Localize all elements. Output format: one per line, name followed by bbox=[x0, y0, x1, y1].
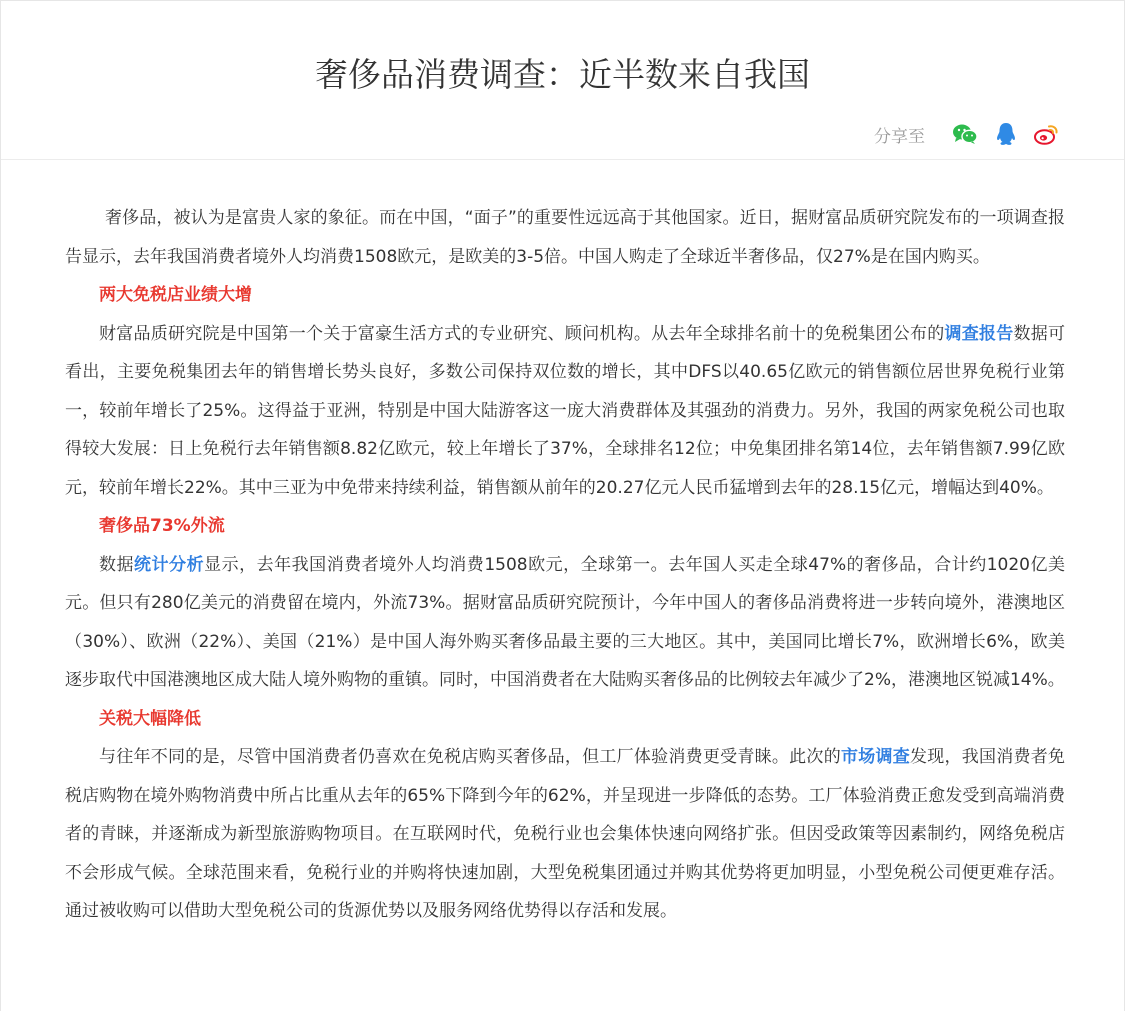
qq-icon[interactable] bbox=[991, 119, 1021, 149]
link-survey-report[interactable]: 调查报告 bbox=[944, 323, 1014, 344]
section-paragraph-tariff bbox=[65, 738, 1065, 931]
paragraph-text: 发现，我国消费者免税店购物在境外购物消费中所占比重从去年的65%下降到今年的62%，并呈现进一步降低的态势。工厂体验消费正愈发受到高端消费者的青睐，并逐渐成为新型旅游购物项目。在互联网时代，免税行业也会集体快速向网络扩张。但因受政策等因素制约，网络免税店不会形成气候。全球范围来看，免税行业的并购将快速加剧，大型免税集团通过并购其优势将更加明显，小型免税公司便更难存活。通过被收购可以借助大型免税公司的货源优势以及服务网络优势得以存活和发展。 bbox=[65, 747, 1066, 921]
weibo-icon[interactable] bbox=[1032, 119, 1062, 149]
wechat-icon[interactable] bbox=[950, 119, 980, 149]
section-paragraph-outflow bbox=[65, 546, 1065, 700]
share-label: 分享至 bbox=[874, 126, 925, 147]
share-bar bbox=[874, 119, 1062, 149]
section-heading-duty-free: 两大免税店业绩大增 bbox=[99, 285, 252, 305]
article-body bbox=[65, 199, 1065, 931]
link-market-survey[interactable]: 市场调查 bbox=[840, 747, 910, 767]
section-heading-tariff: 关税大幅降低 bbox=[99, 708, 201, 729]
intro-paragraph: 奢侈品，被认为是富贵人家的象征。而在中国，“面子”的重要性远远高于其他国家。近日，据财富品质研究院发布的一项调查报告显示，去年我国消费者境外人均消费1508欧元，是欧美的3-5倍。中国人购走了全球近半奢侈品，仅27%是在国内购买。 bbox=[65, 208, 1065, 267]
article-header bbox=[1, 1, 1124, 160]
article-title: 奢侈品消费调查：近半数来自我国 bbox=[315, 55, 810, 94]
paragraph-text: 显示，去年我国消费者境外人均消费1508欧元，全球第一。去年国人买走全球47%的奢侈品，合计约1020亿美元。但只有280亿美元的消费留在境内，外流73%。据财富品质研究院预计，今年中国人的奢侈品消费将进一步转向境外，港澳地区（30%）、欧洲（22%）、美国（21%）是中国人海外购买奢侈品最主要的三大地区。其中，美国同比增长7%，欧洲增长6%，欧美逐步取代中国港澳地区成大陆人境外购物的重镇。同时，中国消费者在大陆购买奢侈品的比例较去年减少了2%，港澳地区锐减14%。 bbox=[65, 554, 1066, 690]
paragraph-text: 财富品质研究院是中国第一个关于富豪生活方式的专业研究、顾问机构。从去年全球排名前十的免税集团公布的 bbox=[99, 323, 945, 344]
paragraph-text: 数据可看出，主要免税集团去年的销售增长势头良好，多数公司保持双位数的增长，其中DFS以40.65亿欧元的销售额位居世界免税行业第一，较前年增长了25%。这得益于亚洲，特别是中国大陆游客这一庞大消费群体及其强劲的消费力。另外，我国的两家免税公司也取得较大发展：日上免税行去年销售额8.82亿欧元，较上年增长了37%，全球排名12位；中免集团排名第14位，去年销售额7.99亿欧元，较前年增长22%。其中三亚为中免带来持续利益，销售额从前年的20.27亿元人民币猛增到去年的28.15亿元，增幅达到40%。 bbox=[65, 323, 1066, 498]
section-paragraph-duty-free bbox=[65, 315, 1065, 508]
paragraph-text: 数据 bbox=[99, 554, 135, 575]
link-statistical-analysis[interactable]: 统计分析 bbox=[134, 554, 205, 575]
section-heading-outflow: 奢侈品73%外流 bbox=[99, 516, 225, 536]
paragraph-text: 与往年不同的是，尽管中国消费者仍喜欢在免税店购买奢侈品，但工厂体验消费更受青睐。此次的 bbox=[99, 747, 841, 767]
